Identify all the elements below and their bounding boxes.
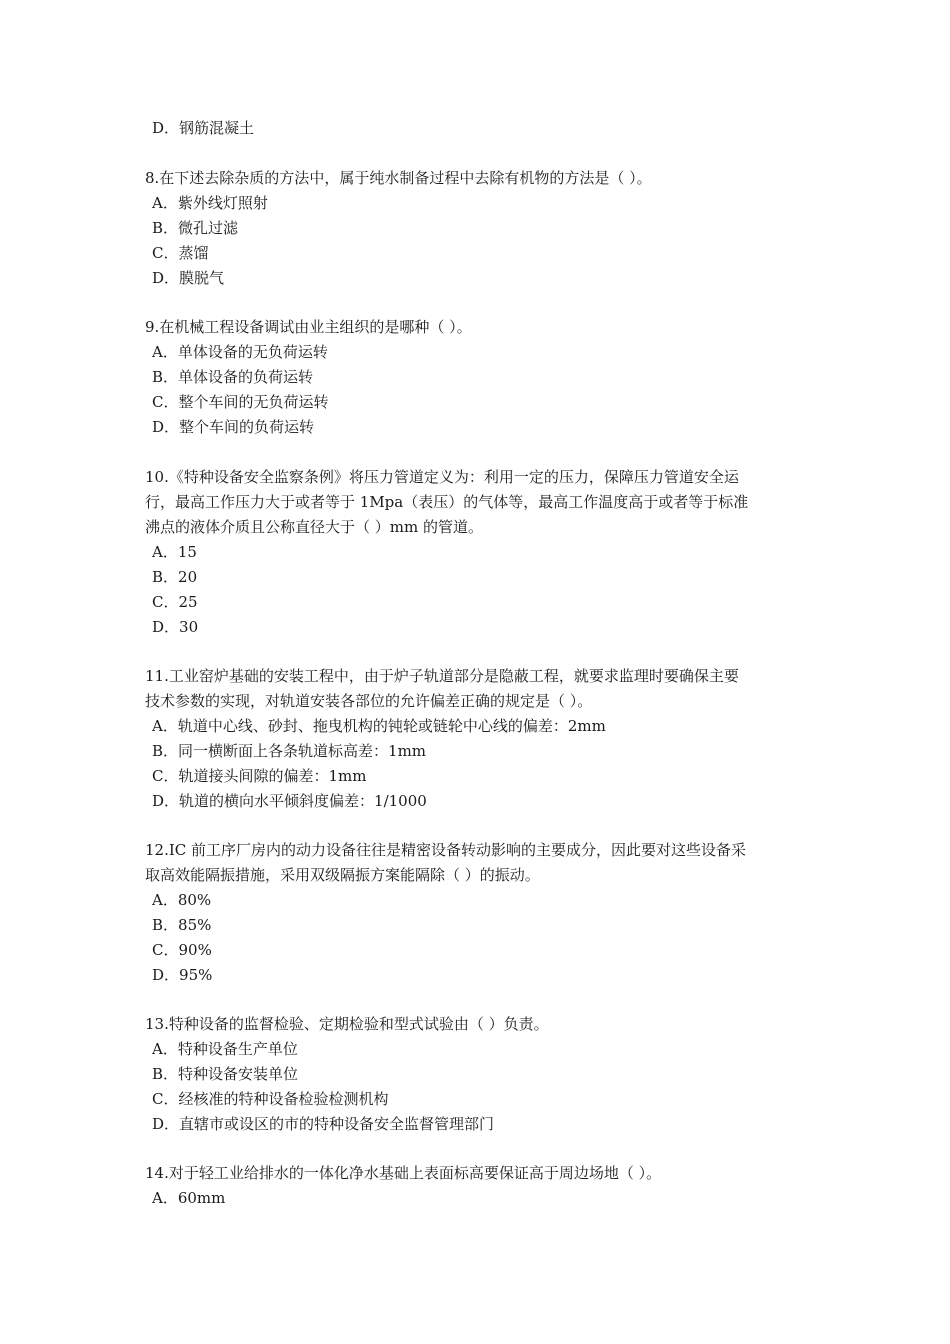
question-stem-line-1: 10.《特种设备安全监察条例》将压力管道定义为：利用一定的压力，保障压力管道安全运 [145,468,739,486]
option-c: C．蒸馏 [152,244,209,262]
option-d: D．95% [152,966,213,984]
option-d: D．轨道的横向水平倾斜度偏差：1/1000 [152,792,427,810]
option-d: D．直辖市或设区的市的特种设备安全监督管理部门 [152,1115,495,1133]
question-stem-line-2: 取高效能隔振措施，采用双级隔振方案能隔除（ ）的振动。 [145,866,540,884]
question-stem-line-2: 技术参数的实现，对轨道安装各部位的允许偏差正确的规定是（ ）。 [145,692,593,710]
option-b: B．单体设备的负荷运转 [152,368,314,386]
option-c: C．90% [152,941,212,959]
option-c: C．轨道接头间隙的偏差：1mm [152,767,367,785]
option-a: A．60mm [152,1189,226,1207]
option-a: A．80% [152,891,212,909]
question-stem: 13.特种设备的监督检验、定期检验和型式试验由（ ）负责。 [145,1015,549,1033]
question-stem-line-1: 12.IC 前工序厂房内的动力设备往往是精密设备转动影响的主要成分，因此要对这些设备采 [145,841,747,859]
option-c: C．经核准的特种设备检验检测机构 [152,1090,389,1108]
option-a: A．特种设备生产单位 [152,1040,298,1058]
option-c: C．整个车间的无负荷运转 [152,393,329,411]
prev-question-option-d: D．钢筋混凝土 [152,119,255,137]
option-d: D．30 [152,618,199,636]
option-b: B．85% [152,916,212,934]
question-stem: 9.在机械工程设备调试由业主组织的是哪种（ ）。 [145,318,472,336]
question-stem-line-3: 沸点的液体介质且公称直径大于（ ）mm 的管道。 [145,518,483,536]
option-c: C．25 [152,593,198,611]
question-stem: 14.对于轻工业给排水的一体化净水基础上表面标高要保证高于周边场地（ ）。 [145,1164,662,1182]
question-stem-line-1: 11.工业窑炉基础的安装工程中，由于炉子轨道部分是隐蔽工程，就要求监理时要确保主要 [145,667,739,685]
question-stem: 8.在下述去除杂质的方法中，属于纯水制备过程中去除有机物的方法是（ ）。 [145,169,652,187]
option-d: D．整个车间的负荷运转 [152,418,315,436]
option-b: B．20 [152,568,198,586]
option-b: B．特种设备安装单位 [152,1065,299,1083]
option-a: A．单体设备的无负荷运转 [152,343,328,361]
option-a: A．15 [152,543,197,561]
option-a: A．轨道中心线、砂封、拖曳机构的钝轮或链轮中心线的偏差：2mm [152,717,606,735]
option-d: D．膜脱气 [152,269,225,287]
question-stem-line-2: 行，最高工作压力大于或者等于 1Mpa（表压）的气体等，最高工作温度高于或者等于标准 [145,493,749,511]
option-a: A．紫外线灯照射 [152,194,268,212]
option-b: B．微孔过滤 [152,219,239,237]
option-b: B．同一横断面上各条轨道标高差：1mm [152,742,427,760]
